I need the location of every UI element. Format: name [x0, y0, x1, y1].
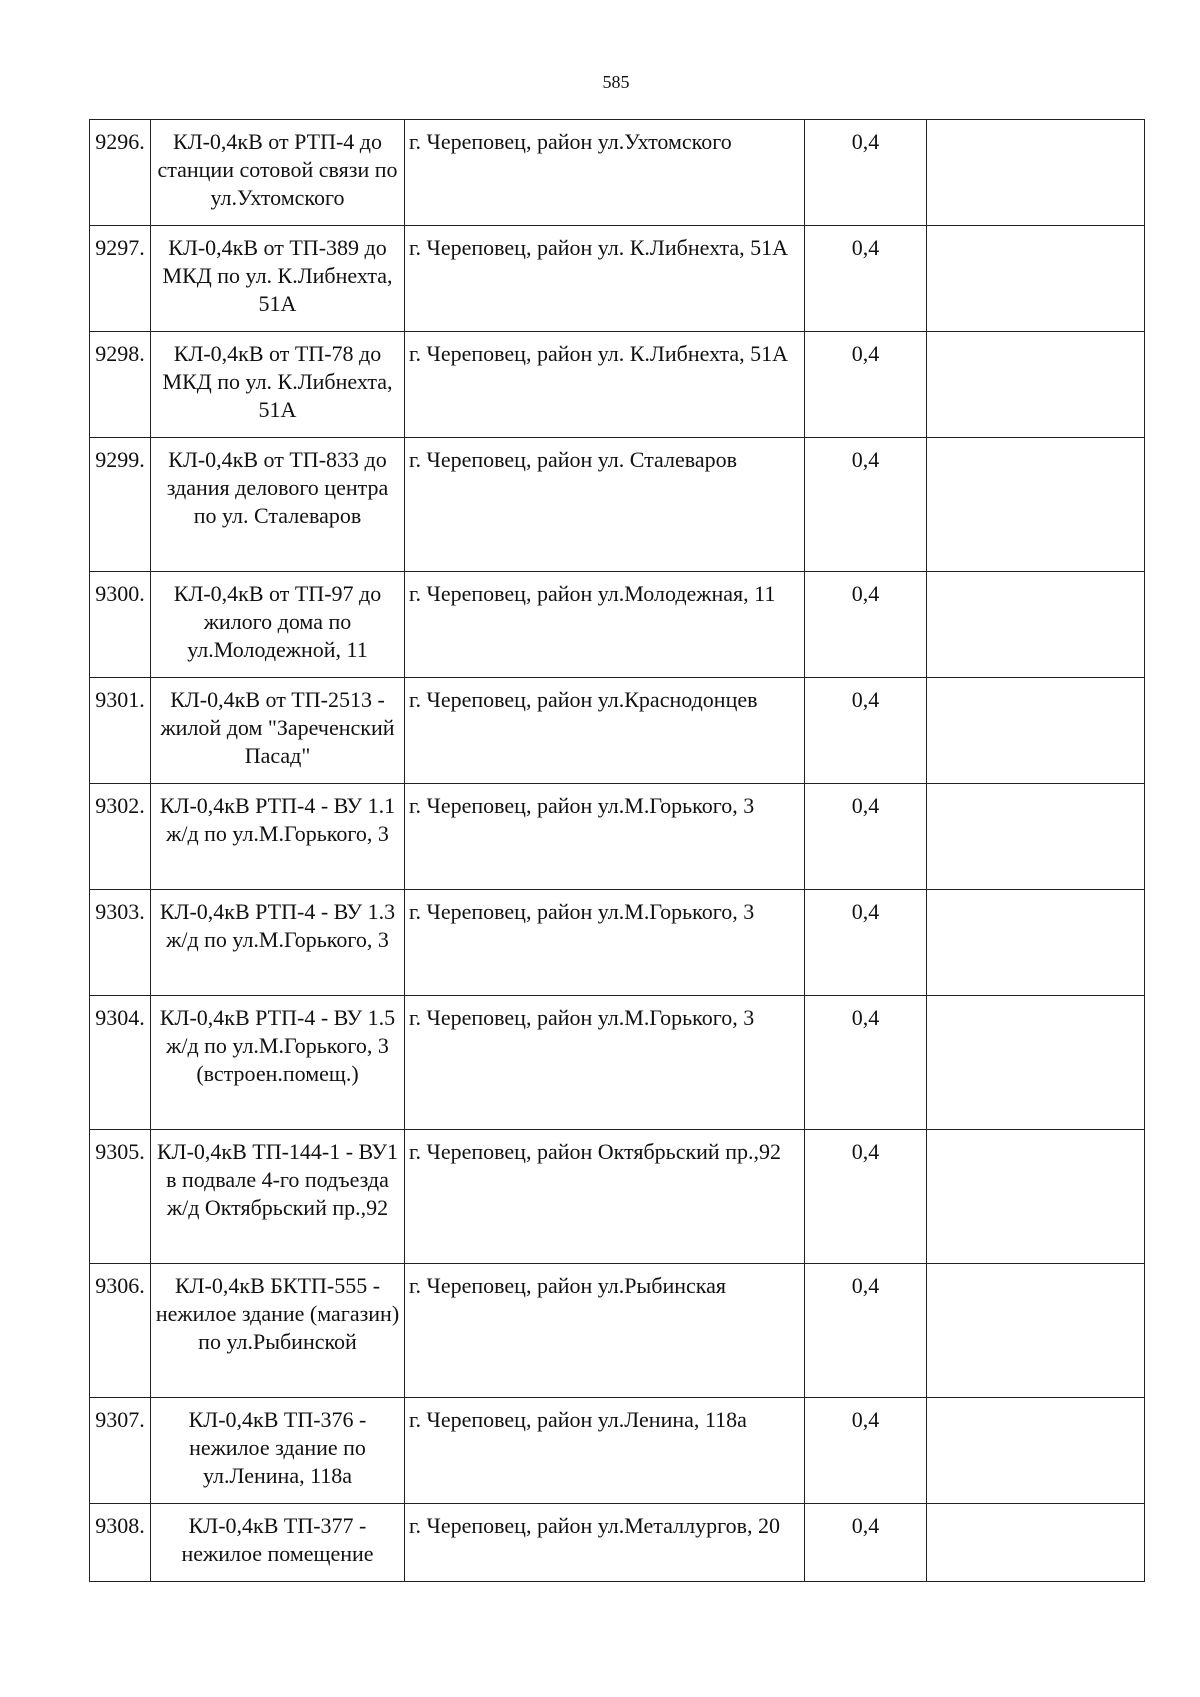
line-note	[927, 890, 1145, 996]
line-name: КЛ-0,4кВ ТП-376 - нежилое здание по ул.Ленина, 118а	[151, 1398, 405, 1504]
row-number: 9302.	[90, 784, 151, 890]
row-number: 9299.	[90, 438, 151, 572]
line-name: КЛ-0,4кВ от РТП-4 до станции сотовой связи по ул.Ухтомского	[151, 120, 405, 226]
line-voltage: 0,4	[805, 332, 927, 438]
line-address: г. Череповец, район ул.Краснодонцев	[405, 678, 805, 784]
line-note	[927, 438, 1145, 572]
line-name: КЛ-0,4кВ от ТП-78 до МКД по ул. К.Либнехта, 51А	[151, 332, 405, 438]
table-row	[90, 572, 1145, 678]
line-name: КЛ-0,4кВ от ТП-389 до МКД по ул. К.Либнехта, 51А	[151, 226, 405, 332]
registry-table-body	[90, 120, 1145, 1582]
table-row	[90, 226, 1145, 332]
line-voltage: 0,4	[805, 996, 927, 1130]
line-address: г. Череповец, район ул.М.Горького, 3	[405, 996, 805, 1130]
page-number: 585	[602, 72, 630, 92]
line-voltage: 0,4	[805, 1504, 927, 1582]
row-number: 9297.	[90, 226, 151, 332]
line-note	[927, 1504, 1145, 1582]
line-name: КЛ-0,4кВ РТП-4 - ВУ 1.5 ж/д по ул.М.Горького, 3 (встроен.помещ.)	[151, 996, 405, 1130]
table-row	[90, 1130, 1145, 1264]
line-voltage: 0,4	[805, 1398, 927, 1504]
line-voltage: 0,4	[805, 120, 927, 226]
row-number: 9300.	[90, 572, 151, 678]
table-row	[90, 678, 1145, 784]
line-voltage: 0,4	[805, 226, 927, 332]
row-number: 9303.	[90, 890, 151, 996]
line-note	[927, 1130, 1145, 1264]
line-address: г. Череповец, район Октябрьский пр.,92	[405, 1130, 805, 1264]
line-address: г. Череповец, район ул. К.Либнехта, 51А	[405, 332, 805, 438]
line-note	[927, 678, 1145, 784]
table-row	[90, 332, 1145, 438]
line-name: КЛ-0,4кВ РТП-4 - ВУ 1.1 ж/д по ул.М.Горького, 3	[151, 784, 405, 890]
line-name: КЛ-0,4кВ БКТП-555 - нежилое здание (магазин) по ул.Рыбинской	[151, 1264, 405, 1398]
line-voltage: 0,4	[805, 890, 927, 996]
line-note	[927, 572, 1145, 678]
line-voltage: 0,4	[805, 678, 927, 784]
line-address: г. Череповец, район ул.Металлургов, 20	[405, 1504, 805, 1582]
table-row	[90, 784, 1145, 890]
line-voltage: 0,4	[805, 1130, 927, 1264]
line-voltage: 0,4	[805, 438, 927, 572]
line-note	[927, 1398, 1145, 1504]
line-name: КЛ-0,4кВ РТП-4 - ВУ 1.3 ж/д по ул.М.Горького, 3	[151, 890, 405, 996]
row-number: 9296.	[90, 120, 151, 226]
line-address: г. Череповец, район ул.Ухтомского	[405, 120, 805, 226]
line-note	[927, 1264, 1145, 1398]
row-number: 9301.	[90, 678, 151, 784]
line-name: КЛ-0,4кВ от ТП-97 до жилого дома по ул.Молодежной, 11	[151, 572, 405, 678]
line-note	[927, 784, 1145, 890]
row-number: 9308.	[90, 1504, 151, 1582]
row-number: 9298.	[90, 332, 151, 438]
table-row	[90, 438, 1145, 572]
line-address: г. Череповец, район ул. К.Либнехта, 51А	[405, 226, 805, 332]
line-voltage: 0,4	[805, 1264, 927, 1398]
line-name: КЛ-0,4кВ ТП-144-1 - ВУ1 в подвале 4-го подъезда ж/д Октябрьский пр.,92	[151, 1130, 405, 1264]
row-number: 9307.	[90, 1398, 151, 1504]
line-note	[927, 226, 1145, 332]
line-address: г. Череповец, район ул. Сталеваров	[405, 438, 805, 572]
line-voltage: 0,4	[805, 572, 927, 678]
line-name: КЛ-0,4кВ ТП-377 - нежилое помещение	[151, 1504, 405, 1582]
table-row	[90, 890, 1145, 996]
line-note	[927, 120, 1145, 226]
table-row	[90, 1504, 1145, 1582]
row-number: 9305.	[90, 1130, 151, 1264]
table-row	[90, 996, 1145, 1130]
table-row	[90, 1264, 1145, 1398]
line-address: г. Череповец, район ул.М.Горького, 3	[405, 784, 805, 890]
registry-table	[89, 119, 1145, 1582]
line-address: г. Череповец, район ул.Рыбинская	[405, 1264, 805, 1398]
line-address: г. Череповец, район ул.М.Горького, 3	[405, 890, 805, 996]
line-note	[927, 332, 1145, 438]
line-note	[927, 996, 1145, 1130]
line-address: г. Череповец, район ул.Молодежная, 11	[405, 572, 805, 678]
table-row	[90, 120, 1145, 226]
line-address: г. Череповец, район ул.Ленина, 118а	[405, 1398, 805, 1504]
row-number: 9306.	[90, 1264, 151, 1398]
line-name: КЛ-0,4кВ от ТП-833 до здания делового центра по ул. Сталеваров	[151, 438, 405, 572]
table-row	[90, 1398, 1145, 1504]
line-voltage: 0,4	[805, 784, 927, 890]
row-number: 9304.	[90, 996, 151, 1130]
line-name: КЛ-0,4кВ от ТП-2513 - жилой дом "Зареченский Пасад"	[151, 678, 405, 784]
